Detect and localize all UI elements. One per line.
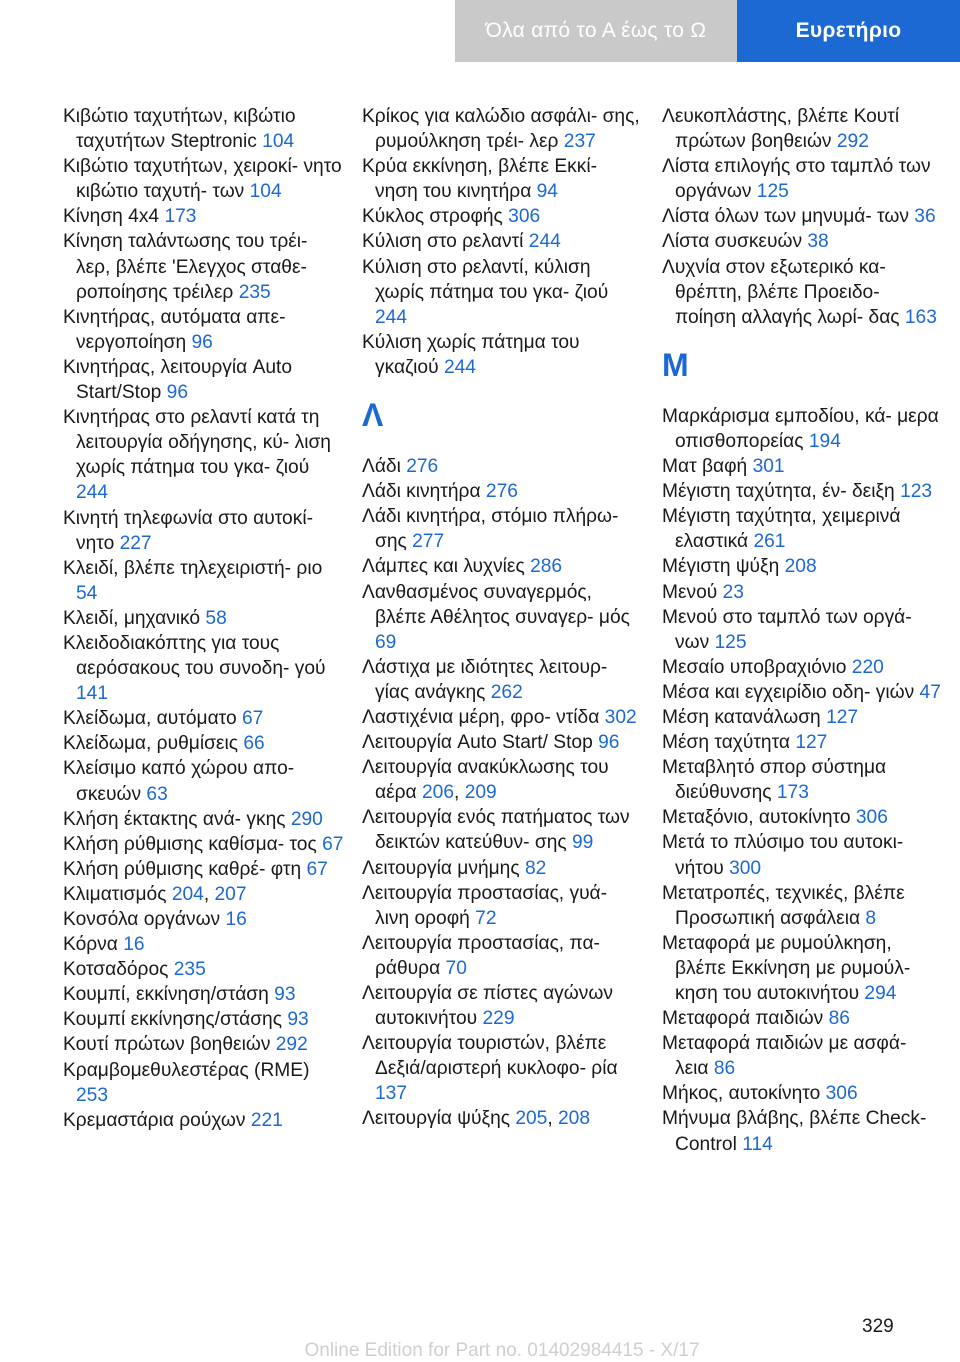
index-entry xyxy=(63,229,345,304)
index-entry xyxy=(662,454,944,479)
page-reference-link[interactable]: 244 xyxy=(528,231,561,253)
index-entry xyxy=(662,1006,944,1031)
index-entry-text: Μήκος, αυτοκίνητο xyxy=(662,1083,821,1105)
index-entry-text: Κιβώτιο ταχυτήτων, χειροκί- νητο κιβώτιο ταχυτή- των xyxy=(63,156,342,203)
index-entry xyxy=(63,204,345,229)
index-entry-text: Λυχνία στον εξωτερικό κα- θρέπτη, βλέπε Προειδο- ποίηση αλλαγής λωρί- δας xyxy=(662,256,900,328)
index-entry-text: Μέση ταχύτητα xyxy=(662,732,790,754)
page-reference-link[interactable]: 16 xyxy=(123,934,145,956)
index-entry-text: Λειτουργία ψύξης xyxy=(362,1108,510,1130)
index-entry xyxy=(63,982,345,1007)
page-reference-link[interactable]: 227 xyxy=(119,532,152,554)
index-letter-heading: Λ xyxy=(362,397,384,434)
page-reference-link[interactable]: 235 xyxy=(238,281,271,303)
index-entry xyxy=(662,605,944,655)
index-entry-text: Λίστα επιλογής στο ταμπλό των οργάνων xyxy=(662,156,931,203)
page-reference-link[interactable]: 96 xyxy=(598,732,620,754)
index-entry xyxy=(362,705,644,730)
index-entry-text: Λανθασμένος συναγερμός, βλέπε Αθέλητος συναγερ- μός xyxy=(362,581,630,628)
page-reference-link[interactable]: 276 xyxy=(406,456,439,478)
index-entry xyxy=(662,479,944,504)
page-reference-link[interactable]: 220 xyxy=(851,656,884,678)
page-reference-link[interactable]: 86 xyxy=(828,1008,850,1030)
index-entry-text: Λειτουργία Auto Start/ Stop xyxy=(362,732,593,754)
index-entry xyxy=(362,554,644,579)
page-reference-link[interactable]: 277 xyxy=(412,531,445,553)
page-reference-link[interactable]: 67 xyxy=(242,708,264,730)
index-entry-text: Λάστιχα με ιδιότητες λειτουρ- γίας ανάγκης xyxy=(362,656,608,703)
index-entry-text: Λαστιχένια μέρη, φρο- ντίδα xyxy=(362,706,600,728)
index-entry xyxy=(362,154,644,204)
index-column-3 xyxy=(662,104,944,1157)
page-reference-link[interactable]: 302 xyxy=(604,706,637,728)
index-entry-text: Κίνηση 4x4 xyxy=(63,206,160,228)
index-entry xyxy=(63,631,345,706)
index-entry xyxy=(362,1031,644,1106)
index-entry-text: Κρίκος για καλώδιο ασφάλι- σης, ρυμούλκηση τρέι- λερ xyxy=(362,106,640,153)
page-reference-link[interactable]: 306 xyxy=(508,206,541,228)
page-reference-link[interactable]: 237 xyxy=(563,131,596,153)
page-reference-link[interactable]: 262 xyxy=(490,681,523,703)
index-entry-text: Μέση κατανάλωση xyxy=(662,706,821,728)
page-reference-link[interactable]: 69 xyxy=(375,631,397,653)
index-entry xyxy=(63,355,345,405)
index-entry-text: Κλειδί, μηχανικό xyxy=(63,607,201,629)
index-entry xyxy=(63,756,345,806)
index-entry xyxy=(63,405,345,505)
index-entry xyxy=(662,680,944,705)
index-entry xyxy=(662,1031,944,1081)
index-entry-text: Μαρκάρισμα εμποδίου, κά- μερα οπισθοπορείας xyxy=(662,405,939,452)
index-entry xyxy=(63,957,345,982)
page-reference-link[interactable]: 261 xyxy=(753,531,786,553)
index-entry-text: Λάδι κινητήρα, στόμιο πλήρω- σης xyxy=(362,506,619,553)
index-entry-text: Λάμπες και λυχνίες xyxy=(362,556,525,578)
index-entry xyxy=(362,856,644,881)
page-reference-link[interactable]: 104 xyxy=(249,181,282,203)
index-entry xyxy=(362,454,644,479)
index-entry xyxy=(63,857,345,882)
index-entry xyxy=(662,104,944,154)
page-reference-link[interactable]: 300 xyxy=(729,857,762,879)
index-entry-text: Κλείσιμο καπό χώρου απο- σκευών xyxy=(63,758,295,805)
page-reference-link[interactable]: 253 xyxy=(76,1084,109,1106)
index-entry-text: Μεταβλητό σπορ σύστημα διεύθυνσης xyxy=(662,757,887,804)
index-entry-text: Κρύα εκκίνηση, βλέπε Εκκί- νηση του κινητήρα xyxy=(362,156,598,203)
index-entry-text: Λευκοπλάστης, βλέπε Κουτί πρώτων βοηθειών xyxy=(662,106,900,153)
page-reference-link[interactable]: 125 xyxy=(714,631,747,653)
index-entry xyxy=(362,881,644,931)
index-entry xyxy=(662,805,944,830)
page-reference-link[interactable]: 244 xyxy=(76,482,109,504)
index-entry xyxy=(63,1007,345,1032)
index-entry xyxy=(662,404,944,454)
index-entry-text: Μετατροπές, τεχνικές, βλέπε Προσωπική ασφάλεια xyxy=(662,882,905,929)
index-entry-text: Λειτουργία ενός πατήματος των δεικτών κατεύθυν- σης xyxy=(362,807,630,854)
index-entry xyxy=(362,255,644,330)
page-reference-link[interactable]: 127 xyxy=(826,706,859,728)
index-entry xyxy=(662,830,944,880)
index-entry-text: Κόρνα xyxy=(63,934,118,956)
index-entry-text: Λειτουργία τουριστών, βλέπε Δεξιά/αριστερή κυκλοφο- ρία xyxy=(362,1033,618,1080)
page-reference-link[interactable]: 208 xyxy=(784,556,817,578)
index-entry xyxy=(362,580,644,655)
index-entry-text: Μενού xyxy=(662,581,718,603)
page-reference-link[interactable]: 163 xyxy=(904,306,937,328)
index-entry: Λειτουργία ψύξης 205, 208 xyxy=(362,1108,591,1130)
index-entry-text: Κλείδωμα, αυτόματο xyxy=(63,708,237,730)
index-entry-text: Κλειδί, βλέπε τηλεχειριστή- ριο xyxy=(63,557,323,579)
index-letter-heading: Μ xyxy=(662,346,689,383)
index-entry-text: Λάδι xyxy=(362,456,401,478)
page-reference-link[interactable]: 301 xyxy=(752,456,785,478)
index-entry xyxy=(362,655,644,705)
index-entry xyxy=(362,479,644,504)
index-entry xyxy=(662,504,944,554)
index-entry: Κλιματισμός 204, 207 xyxy=(63,883,247,905)
index-entry xyxy=(63,907,345,932)
page-reference-link[interactable]: 96 xyxy=(191,331,213,353)
page-reference-link[interactable]: 70 xyxy=(445,957,467,979)
index-entry xyxy=(362,330,644,380)
footer-text: Online Edition for Part no. 01402984415 - X/17 xyxy=(304,1340,700,1361)
index-entry-text: Κινητή τηλεφωνία στο αυτοκί- νητο xyxy=(63,507,313,554)
page-reference-link[interactable]: 23 xyxy=(722,581,744,603)
index-entry-text: Λειτουργία σε πίστες αγώνων αυτοκινήτου xyxy=(362,983,613,1030)
index-entry-text: Μέγιστη ταχύτητα, χειμερινά ελαστικά xyxy=(662,506,901,553)
index-entry xyxy=(63,104,345,154)
index-entry-text: Μέσα και εγχειρίδιο οδη- γιών xyxy=(662,681,915,703)
page-reference-link[interactable]: 244 xyxy=(443,356,476,378)
index-entry-text: Κινητήρας, αυτόματα απε- νεργοποίηση xyxy=(63,306,286,353)
index-entry-text: Μεταφορά παιδιών xyxy=(662,1008,824,1030)
index-entry-text: Μήνυμα βλάβης, βλέπε Check-Control xyxy=(662,1108,927,1155)
index-entry xyxy=(662,655,944,680)
index-entry xyxy=(63,1032,345,1057)
index-entry-text: Κρεμαστάρια ρούχων xyxy=(63,1109,246,1131)
index-entry-text: Κιβώτιο ταχυτήτων, κιβώτιο ταχυτήτων Steptronic xyxy=(63,106,296,153)
page-reference-link[interactable]: 125 xyxy=(756,181,789,203)
index-entry-text: Μέγιστη ταχύτητα, έν- δειξη xyxy=(662,481,895,503)
index-entry xyxy=(662,730,944,755)
index-entry-text: Κύκλος στροφής xyxy=(362,206,503,228)
index-entry xyxy=(662,931,944,1006)
index-entry-text: Κλιματισμός xyxy=(63,883,167,905)
index-entry xyxy=(662,1081,944,1106)
index-entry xyxy=(662,881,944,931)
index-entry xyxy=(63,154,345,204)
index-entry xyxy=(362,504,644,554)
page-reference-link[interactable]: 205 xyxy=(515,1108,548,1130)
page-reference-link[interactable]: 99 xyxy=(571,832,594,854)
page-reference-link[interactable]: 86 xyxy=(713,1058,736,1080)
index-entry xyxy=(362,805,644,855)
page-reference-link[interactable]: 127 xyxy=(795,732,828,754)
index-entry xyxy=(662,154,944,204)
index-entry-text: Κινητήρας, λειτουργία Auto Start/Stop xyxy=(63,356,293,404)
page-reference-link[interactable]: 173 xyxy=(164,206,197,228)
index-entry xyxy=(662,1106,944,1156)
index-entry-text: Μεταξόνιο, αυτοκίνητο xyxy=(662,807,851,829)
page-reference-link[interactable]: 235 xyxy=(173,959,206,981)
index-entry-text: Κινητήρας στο ρελαντί κατά τη λειτουργία οδήγησης, κύ- λιση χωρίς πάτημα του γκα- ζιού xyxy=(63,407,331,479)
page-reference-link[interactable]: 290 xyxy=(290,808,323,830)
page-reference-link[interactable]: 58 xyxy=(205,607,227,629)
index-entry-text: Κλειδοδιακόπτης για τους αερόσακους του συνοδη- γού xyxy=(63,632,326,680)
page-reference-link[interactable]: 36 xyxy=(914,206,936,228)
page-reference-link[interactable]: 292 xyxy=(836,131,869,153)
index-entry xyxy=(362,229,644,254)
page-reference-link[interactable]: 54 xyxy=(76,582,98,604)
index-entry xyxy=(662,554,944,579)
index-entry xyxy=(662,229,944,254)
index-entry xyxy=(63,807,345,832)
index-entry xyxy=(362,931,644,981)
index-entry xyxy=(662,705,944,730)
index-entry-text: Λειτουργία προστασίας, γυά- λινη οροφή xyxy=(362,882,608,929)
page-reference-link[interactable]: 63 xyxy=(146,783,168,805)
page-reference-link[interactable]: 16 xyxy=(225,909,247,930)
page-reference-link[interactable]: 96 xyxy=(166,382,189,404)
index-entry-text: Μεσαίο υποβραχιόνιο xyxy=(662,656,847,678)
index-entry-text: Κύλιση στο ρελαντί, κύλιση χωρίς πάτημα του γκα- ζιού xyxy=(362,256,609,303)
page-reference-link[interactable]: 94 xyxy=(536,181,558,203)
index-entry xyxy=(63,556,345,606)
index-entry-text: Κοτσαδόρος xyxy=(63,959,169,981)
page-reference-link[interactable]: 292 xyxy=(275,1034,308,1056)
index-entry-text: Λίστα όλων των μηνυμά- των xyxy=(662,206,909,228)
page-reference-link[interactable]: 72 xyxy=(475,907,497,929)
footer-edition xyxy=(0,1339,960,1362)
index-entry xyxy=(63,305,345,355)
page-reference-link[interactable]: 67 xyxy=(322,833,344,855)
page-reference-link[interactable]: 137 xyxy=(375,1083,408,1105)
index-entry-text: Ματ βαφή xyxy=(662,456,748,478)
index-tab: Ευρετήριο xyxy=(737,0,960,62)
index-entry xyxy=(662,255,944,330)
index-entry xyxy=(362,981,644,1031)
index-entry-text: Μενού στο ταμπλό των οργά- νων xyxy=(662,606,912,653)
page-reference-link[interactable]: 38 xyxy=(807,231,829,253)
index-entry-text: Κουτί πρώτων βοηθειών xyxy=(63,1034,271,1056)
page-reference-link[interactable]: 82 xyxy=(524,857,547,879)
index-entry-text: Λάδι κινητήρα xyxy=(362,481,481,503)
index-entry xyxy=(362,104,644,154)
page-reference-link[interactable]: 286 xyxy=(530,556,563,578)
index-entry-text: Κουμπί εκκίνησης/στάσης xyxy=(63,1009,282,1031)
index-column-1 xyxy=(63,104,345,1133)
index-entry xyxy=(63,932,345,957)
page-reference-link[interactable]: 276 xyxy=(485,481,518,503)
page-reference-link[interactable]: 306 xyxy=(825,1083,858,1105)
index-entry-text: Μέγιστη ψύξη xyxy=(662,556,780,578)
page-reference-link[interactable]: 244 xyxy=(375,306,408,328)
page-reference-link[interactable]: 93 xyxy=(274,984,296,1006)
index-entry xyxy=(63,1058,345,1108)
page-reference-link[interactable]: 209 xyxy=(464,782,497,804)
page-reference-link[interactable]: 294 xyxy=(864,983,897,1004)
page-reference-link[interactable]: 141 xyxy=(76,683,109,705)
index-entry xyxy=(63,506,345,556)
index-entry-text: Μεταφορά παιδιών με ασφά- λεια xyxy=(662,1033,907,1080)
index-entry-text: Μεταφορά με ρυμούλκηση, βλέπε Εκκίνηση με ρυμούλ- κηση του αυτοκινήτου xyxy=(662,932,911,1004)
index-entry xyxy=(662,755,944,805)
page-reference-link[interactable]: 47 xyxy=(919,681,941,703)
index-entry-text: Κονσόλα οργάνων xyxy=(63,909,221,930)
index-entry-text: Κύλιση χωρίς πάτημα του γκαζιού xyxy=(362,331,580,378)
page-reference-link[interactable]: 173 xyxy=(776,782,809,804)
index-entry-text: Κλήση ρύθμισης καθρέ- φτη xyxy=(63,858,302,880)
index-entry-text: Κύλιση στο ρελαντί xyxy=(362,231,524,253)
index-entry-text: Κουμπί, εκκίνηση/στάση xyxy=(63,984,269,1006)
page-reference-link[interactable]: 66 xyxy=(243,733,265,755)
page-reference-link[interactable]: 229 xyxy=(482,1008,515,1030)
index-entry-text: Κλήση ρύθμισης καθίσμα- τος xyxy=(63,833,317,855)
index-entry-text: Κλήση έκτακτης ανά- γκης xyxy=(63,808,286,830)
page-reference-link[interactable]: 8 xyxy=(865,907,877,929)
page-reference-link[interactable]: 104 xyxy=(262,131,295,153)
page-reference-link[interactable]: 194 xyxy=(808,430,841,452)
index-entry xyxy=(63,606,345,631)
index-entry-text: Κλείδωμα, ρυθμίσεις xyxy=(63,733,238,755)
index-entry xyxy=(63,731,345,756)
page-number: 329 xyxy=(862,1316,894,1337)
index-entry xyxy=(362,730,644,755)
index-entry-text: Λειτουργία μνήμης xyxy=(362,857,520,879)
index-entry xyxy=(63,1108,345,1133)
index-entry-text: Λειτουργία ανακύκλωσης του αέρα xyxy=(362,757,609,804)
page-reference-link[interactable]: 204 xyxy=(171,883,204,905)
index-entry xyxy=(63,706,345,731)
index-entry-text: Λειτουργία προστασίας, πα- ράθυρα xyxy=(362,932,600,979)
index-entry-text: Λίστα συσκευών xyxy=(662,231,803,253)
page-reference-link[interactable]: 306 xyxy=(855,807,888,829)
page-reference-link[interactable]: 208 xyxy=(558,1108,591,1130)
page-reference-link[interactable]: 67 xyxy=(306,858,328,880)
section-title: Όλα από το Α έως το Ω xyxy=(455,0,737,62)
page-reference-link[interactable]: 207 xyxy=(214,883,247,905)
page-reference-link[interactable]: 206 xyxy=(422,782,455,804)
index-entry xyxy=(662,204,944,229)
index-entry xyxy=(63,832,345,857)
index-entry xyxy=(362,204,644,229)
page-reference-link[interactable]: 123 xyxy=(900,481,933,503)
index-entry-text: Κίνηση ταλάντωσης του τρέι- λερ, βλέπε 'Ελεγχος σταθε- ροποίησης τρέιλερ xyxy=(63,231,308,303)
page-header xyxy=(0,0,960,62)
index-column-2 xyxy=(362,104,644,1132)
page-reference-link[interactable]: 93 xyxy=(287,1009,309,1031)
index-entry: Λειτουργία ανακύκλωσης του αέρα 206, 209 xyxy=(362,757,609,804)
page-reference-link[interactable]: 221 xyxy=(250,1109,283,1131)
page-reference-link[interactable]: 114 xyxy=(742,1133,773,1155)
index-entry-text: Μετά το πλύσιμο του αυτοκι- νήτου xyxy=(662,832,904,879)
index-entry xyxy=(662,580,944,605)
index-entry-text: Κραμβομεθυλεστέρας (RME) xyxy=(63,1059,310,1081)
